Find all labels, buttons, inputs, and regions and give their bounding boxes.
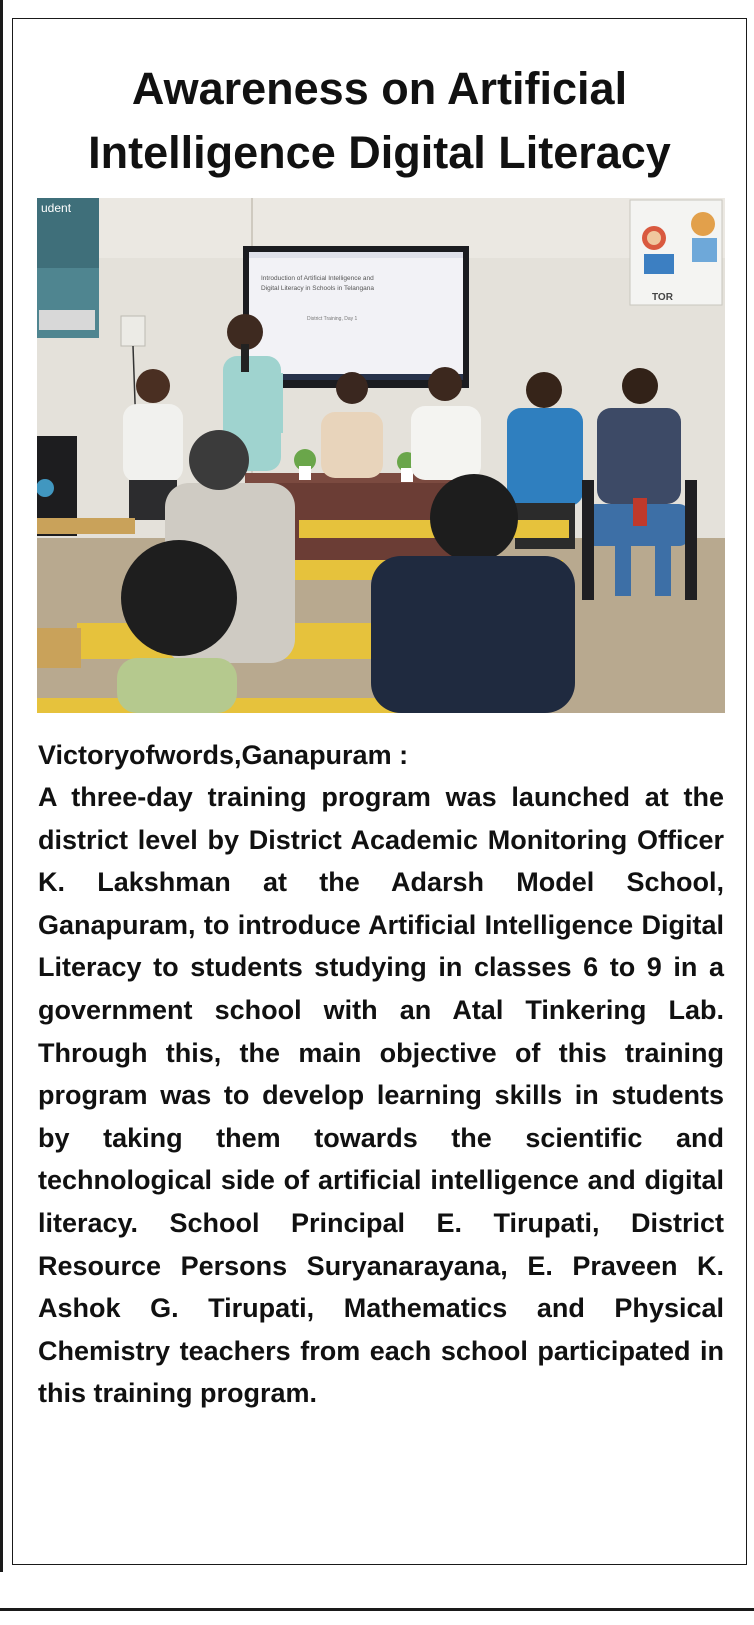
svg-text:District Training, Day 1: District Training, Day 1 bbox=[307, 316, 358, 322]
svg-text:Digital Literacy in Schools in: Digital Literacy in Schools in Telangana bbox=[261, 285, 374, 292]
article-body: A three-day training program was launched at the district level by District Academic Monitoring Officer K. Lakshman at the Adarsh Model School, Ganapuram, to introduce Artificial Intelligence Digital Literacy to students studying in classes 6 to 9 in a government school with an Atal Tinkering Lab. Through this, the main objective of this training program was to develop learning skills in students by taking them towards the scientific and technological side of artificial intelligence and digital literacy. School Principal E. Tirupati, District Resource Persons Suryanarayana, E. Praveen K. Ashok G. Tirupati, Mathematics and Physical Chemistry teachers from each school participated in this training program. bbox=[38, 782, 724, 1409]
svg-text:TOR: TOR bbox=[652, 292, 673, 303]
audience-person-2 bbox=[117, 540, 237, 713]
article-dateline: Victoryofwords,Ganapuram : bbox=[38, 740, 409, 770]
svg-text:Introduction of Artificial Int: Introduction of Artificial Intelligence and bbox=[261, 275, 374, 282]
bottom-rule bbox=[0, 1608, 754, 1611]
article-box bbox=[12, 18, 747, 1565]
svg-text:udent: udent bbox=[41, 201, 72, 215]
wall-poster-right bbox=[630, 200, 722, 305]
left-column-rule bbox=[0, 0, 3, 1572]
article-headline: Awareness on Artificial Intelligence Digital Literacy bbox=[88, 63, 671, 178]
article-photo bbox=[37, 198, 725, 713]
